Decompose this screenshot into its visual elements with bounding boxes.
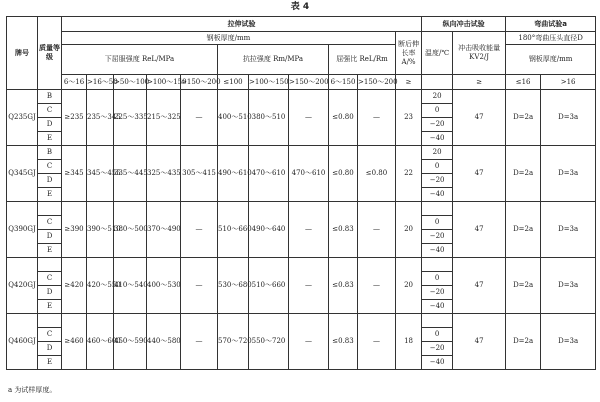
yield-range-2: >16～50 <box>87 75 114 90</box>
temperature-cell <box>422 202 453 216</box>
bend-cell: D=3a <box>541 146 596 202</box>
tensile-cell: — <box>289 202 329 258</box>
elongation-cell: 22 <box>396 146 422 202</box>
table-row <box>7 314 596 328</box>
temperature-cell: 0 <box>422 160 453 174</box>
tensile-cell: 490～610 <box>218 146 249 202</box>
quality-cell: D <box>38 174 62 188</box>
bend-cell: D=2a <box>506 258 541 314</box>
yield-range-4: >100～150 <box>147 75 181 90</box>
quality-header: 质量等级 <box>38 17 62 90</box>
bend-diameter-header: 180°弯曲压头直径D <box>506 32 596 45</box>
temperature-cell: −20 <box>422 174 453 188</box>
yield-cell: ≥460 <box>62 314 87 370</box>
tensile-test-header: 拉伸试验 <box>62 17 422 32</box>
temperature-cell: 0 <box>422 328 453 342</box>
temperature-header: 温度/℃ <box>422 32 453 75</box>
tensile-cell: — <box>289 90 329 146</box>
yield-cell: ≥390 <box>62 202 87 258</box>
yield-cell: 325～435 <box>147 146 181 202</box>
yield-cell: 335～445 <box>114 146 147 202</box>
yield-cell: — <box>181 314 218 370</box>
grade-cell: Q420GJ <box>7 258 38 314</box>
tensile-cell: 490～640 <box>249 202 289 258</box>
bend-cell: D=2a <box>506 314 541 370</box>
temperature-cell: −40 <box>422 300 453 314</box>
ratio-cell: ≤0.83 <box>329 202 358 258</box>
quality-cell: E <box>38 188 62 202</box>
yield-cell: 235～345 <box>87 90 114 146</box>
tensile-cell: — <box>289 314 329 370</box>
ratio-cell: — <box>358 258 396 314</box>
bend-cell: D=2a <box>506 202 541 258</box>
temperature-cell: −40 <box>422 188 453 202</box>
ratio-range-1: 6～150 <box>329 75 358 90</box>
ratio-range-2: >150～200 <box>358 75 396 90</box>
impact-energy-cell: 47 <box>453 146 506 202</box>
impact-energy-cell: 47 <box>453 202 506 258</box>
elongation-cell: 23 <box>396 90 422 146</box>
temperature-cell: −20 <box>422 118 453 132</box>
grade-cell: Q390GJ <box>7 202 38 258</box>
ratio-cell: ≤0.83 <box>329 258 358 314</box>
bend-range-2: >16 <box>541 75 596 90</box>
ratio-cell: — <box>358 90 396 146</box>
temperature-cell: 0 <box>422 104 453 118</box>
bend-range-1: ≤16 <box>506 75 541 90</box>
table-row <box>7 258 596 272</box>
yield-cell: 410～540 <box>114 258 147 314</box>
elongation-min-sign: ≥ <box>396 75 422 90</box>
quality-cell: E <box>38 356 62 370</box>
impact-energy-cell: 47 <box>453 90 506 146</box>
tensile-cell: 550～720 <box>249 314 289 370</box>
ratio-cell: ≤0.80 <box>329 90 358 146</box>
quality-cell: D <box>38 286 62 300</box>
footnote: a 为试样厚度。 <box>8 386 57 394</box>
yield-cell: 305～415 <box>181 146 218 202</box>
temperature-cell: 0 <box>422 216 453 230</box>
temperature-cell <box>422 314 453 328</box>
ratio-cell: ≤0.80 <box>358 146 396 202</box>
elongation-cell: 18 <box>396 314 422 370</box>
temperature-cell: 20 <box>422 90 453 104</box>
yield-cell: — <box>181 202 218 258</box>
bend-test-header: 弯曲试验a <box>506 17 596 32</box>
tensile-cell: 510～660 <box>249 258 289 314</box>
plate-thickness-header: 钢板厚度/mm <box>62 32 396 45</box>
yield-strength-header: 下屈服强度 ReL/MPa <box>62 45 218 75</box>
table-row <box>7 202 596 216</box>
bend-cell: D=3a <box>541 314 596 370</box>
yield-cell: 440～580 <box>147 314 181 370</box>
yield-cell: 450～590 <box>114 314 147 370</box>
ratio-cell: ≤0.83 <box>329 314 358 370</box>
impact-test-header: 纵向冲击试验 <box>422 17 506 32</box>
quality-cell: B <box>38 90 62 104</box>
quality-cell: E <box>38 244 62 258</box>
tensile-strength-header: 抗拉强度 Rm/MPa <box>218 45 329 75</box>
quality-cell: C <box>38 104 62 118</box>
quality-cell: C <box>38 216 62 230</box>
impact-energy-header: 冲击吸收能量 KV2/J <box>453 32 506 75</box>
bend-cell: D=3a <box>541 258 596 314</box>
bend-cell: D=3a <box>541 202 596 258</box>
tensile-cell: 470～610 <box>249 146 289 202</box>
yield-cell: 460～600 <box>87 314 114 370</box>
impact-energy-cell: 47 <box>453 314 506 370</box>
grade-cell: Q235GJ <box>7 90 38 146</box>
temperature-cell: 20 <box>422 146 453 160</box>
yield-cell: ≥235 <box>62 90 87 146</box>
yield-cell: 370～490 <box>147 202 181 258</box>
elongation-header: 断后伸长率A/% <box>396 32 422 75</box>
yield-cell: 380～500 <box>114 202 147 258</box>
impact-energy-cell: 47 <box>453 258 506 314</box>
quality-cell: B <box>38 146 62 160</box>
yield-range-5: >150～200 <box>181 75 218 90</box>
temperature-cell <box>422 258 453 272</box>
impact-min-sign: ≥ <box>453 75 506 90</box>
quality-cell: E <box>38 300 62 314</box>
temperature-cell: −40 <box>422 244 453 258</box>
tensile-cell: — <box>289 258 329 314</box>
tensile-range-1: ≤100 <box>218 75 249 90</box>
tensile-cell: 470～610 <box>289 146 329 202</box>
bend-thickness-header: 钢板厚度/mm <box>506 45 596 75</box>
temperature-cell: −40 <box>422 356 453 370</box>
tensile-cell: 530～680 <box>218 258 249 314</box>
quality-cell <box>38 314 62 328</box>
grade-cell: Q345GJ <box>7 146 38 202</box>
quality-cell: E <box>38 132 62 146</box>
yield-cell: 215～325 <box>147 90 181 146</box>
yield-cell: — <box>181 90 218 146</box>
temperature-cell: −40 <box>422 132 453 146</box>
yield-cell: — <box>181 258 218 314</box>
bend-cell: D=2a <box>506 146 541 202</box>
bend-cell: D=3a <box>541 90 596 146</box>
quality-cell: D <box>38 118 62 132</box>
quality-cell: C <box>38 160 62 174</box>
yield-cell: 345～455 <box>87 146 114 202</box>
tensile-cell: 380～510 <box>249 90 289 146</box>
elongation-cell: 20 <box>396 202 422 258</box>
quality-cell: D <box>38 342 62 356</box>
tensile-cell: 570～720 <box>218 314 249 370</box>
quality-cell: C <box>38 272 62 286</box>
table-row <box>7 90 596 104</box>
temperature-cell: 0 <box>422 272 453 286</box>
quality-cell <box>38 258 62 272</box>
temperature-cell: −20 <box>422 230 453 244</box>
yield-cell: ≥345 <box>62 146 87 202</box>
ratio-cell: ≤0.80 <box>329 146 358 202</box>
yield-range-3: >50～100 <box>114 75 147 90</box>
bend-cell: D=2a <box>506 90 541 146</box>
tensile-cell: 400～510 <box>218 90 249 146</box>
grade-header: 牌号 <box>7 17 38 90</box>
yield-cell: 400～530 <box>147 258 181 314</box>
steel-spec-table <box>6 16 596 370</box>
tensile-range-2: >100～150 <box>249 75 289 90</box>
table-row <box>7 146 596 160</box>
quality-cell: D <box>38 230 62 244</box>
temperature-cell: −20 <box>422 286 453 300</box>
table-caption: 表 4 <box>290 2 310 12</box>
yield-cell: 420～550 <box>87 258 114 314</box>
yield-cell: 390～510 <box>87 202 114 258</box>
elongation-cell: 20 <box>396 258 422 314</box>
yield-cell: 225～335 <box>114 90 147 146</box>
tensile-range-3: >150～200 <box>289 75 329 90</box>
yield-range-1: 6～16 <box>62 75 87 90</box>
quality-cell <box>38 202 62 216</box>
yield-cell: ≥420 <box>62 258 87 314</box>
ratio-cell: — <box>358 314 396 370</box>
ratio-cell: — <box>358 202 396 258</box>
yield-ratio-header: 屈强比 ReL/Rm <box>329 45 396 75</box>
tensile-cell: 510～660 <box>218 202 249 258</box>
temperature-cell: −20 <box>422 342 453 356</box>
temperature-blank <box>422 75 453 90</box>
grade-cell: Q460GJ <box>7 314 38 370</box>
quality-cell: C <box>38 328 62 342</box>
